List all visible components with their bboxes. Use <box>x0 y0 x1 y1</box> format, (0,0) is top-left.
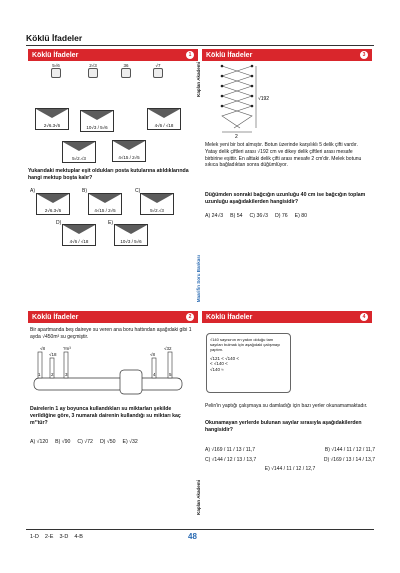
svg-text:1: 1 <box>38 372 41 377</box>
panel-title: Köklü İfadeler <box>206 313 253 321</box>
option-b[interactable]: B) <box>82 188 87 194</box>
question-text: Okunamayan yerlerde bulunan sayılar sırasıyla aşağıdakilerden hangisidir? <box>205 420 362 434</box>
svg-text:3: 3 <box>65 372 68 377</box>
option-c[interactable]: C) 36√3 <box>249 213 268 219</box>
option-c[interactable]: C) √144 / 12 / 13 / 13,7 <box>205 456 257 463</box>
height-label: √192 <box>258 96 270 102</box>
question-panel-1 <box>28 49 198 61</box>
svg-text:√8: √8 <box>150 352 155 357</box>
svg-text:?m³: ?m³ <box>63 346 71 351</box>
question-panel-3 <box>202 49 372 61</box>
page-header-title: Köklü İfadeler <box>26 33 83 43</box>
mailbox: 2√3 <box>85 63 101 78</box>
option-e-envelope[interactable]: 10√3 / 5√6 <box>114 224 148 246</box>
option-a[interactable]: A) √169 / 11 / 13 / 11,7 <box>205 447 256 453</box>
option-c-envelope[interactable]: 5√2.√3 <box>140 193 174 215</box>
question-panel-4 <box>202 311 372 323</box>
mailbox: √7 <box>150 63 166 78</box>
options-list <box>205 446 375 475</box>
option-b[interactable]: B) 54 <box>230 213 243 219</box>
options-row <box>30 439 200 445</box>
panel-title: Köklü İfadeler <box>206 51 253 59</box>
question-text: Yukarıdaki mektuplar eşit oldukları posta kutularına atıldıklarında hangi mektup boşta kalır? <box>28 168 189 182</box>
svg-text:√8: √8 <box>40 346 45 351</box>
note-card: √140 sayısının en yakın olduğu tam sayıları bulmak için aşağıdaki çalışmayı yaptım. √121 < √140 < < √140 < √140 ≈ <box>206 333 291 393</box>
option-d[interactable]: D) 76 <box>274 213 288 219</box>
question-number: 2 <box>186 313 194 321</box>
option-c[interactable]: C) √72 <box>77 439 93 445</box>
page-number: 48 <box>188 532 197 541</box>
pipe-diagram <box>30 344 190 402</box>
question-text: Düğümden sonraki bağcığın uzunluğu 40 cm ise bağcığın toplam uzunluğu aşağıdakilerden hangisidir? <box>205 192 366 206</box>
question-body: Melek yeni bir bot almıştır. Botun üzerinde karşılıklı 5 delik çifti vardır. Yatay delik çiftleri arası √192 cm ve dikey delik çiftleri arası mesafe birbirine eşittir. En alttaki delik çifti arası mesafe 2 cm'dir. Melek botunu sıkıca bağladıktan sonra düğümlüyor. <box>205 142 362 169</box>
svg-text:5: 5 <box>169 372 172 377</box>
question-body: Pelin'in yaptığı çalışmaya su damladığı için bazı yerler okunamamaktadır. <box>205 403 368 409</box>
option-c[interactable]: C) <box>135 188 141 194</box>
mailbox: 36 <box>118 63 134 78</box>
option-a[interactable]: A) 24√3 <box>205 213 224 219</box>
option-b-envelope[interactable]: 4√15 / 2√5 <box>88 193 122 215</box>
svg-text:√32: √32 <box>164 346 172 351</box>
mailbox: 5√6 <box>48 63 64 78</box>
option-b[interactable]: B) √144 / 11 / 12 / 11,7 <box>324 447 375 453</box>
svg-text:2: 2 <box>51 372 54 377</box>
option-e[interactable]: E) <box>108 220 113 226</box>
width-label: 2 <box>235 134 238 138</box>
option-e[interactable]: E) √144 / 11 / 12 / 12,7 <box>264 466 316 472</box>
question-body: Bir apartmanda beş daireye su veren ana boru hattından aşağıdaki gibi 1 ayda √450m³ su geçmiştir. <box>30 327 192 340</box>
option-d[interactable]: D) √50 <box>99 439 116 445</box>
shoelace-diagram <box>212 64 292 138</box>
letter-envelope: 10√3 / 5√6 <box>80 110 114 132</box>
option-e[interactable]: E) √32 <box>122 439 138 445</box>
option-d-envelope[interactable]: 4√6 / √18 <box>62 224 96 246</box>
svg-text:√18: √18 <box>49 352 57 357</box>
svg-text:4: 4 <box>153 372 156 377</box>
options-row <box>205 213 375 219</box>
letter-envelope: 2√6.3√6 <box>35 108 69 130</box>
question-number: 1 <box>186 51 194 59</box>
option-a-envelope[interactable]: 2√6.3√6 <box>36 193 70 215</box>
letter-envelope: 5√2.√3 <box>62 141 96 163</box>
header-rule <box>26 45 374 46</box>
question-panel-2 <box>28 311 198 323</box>
option-d[interactable]: D) <box>56 220 62 226</box>
option-b[interactable]: B) √90 <box>55 439 71 445</box>
option-a[interactable]: A) <box>30 188 35 194</box>
option-d[interactable]: D) √169 / 13 / 14 / 13,7 <box>323 456 375 463</box>
question-number: 3 <box>360 51 368 59</box>
side-label: Kaplan Akademi <box>196 480 201 515</box>
footer-rule <box>26 529 374 530</box>
question-text: Dairelerin 1 ay boyunca kullandıkları su miktarları şekilde verildiğine göre, 3 numaralı dairenin kullandığı su miktarı kaç m³'tür? <box>30 406 181 427</box>
answer-key: 1-D 2-E 3-D 4-B <box>30 534 83 540</box>
question-number: 4 <box>360 313 368 321</box>
side-label: Kaplan Akademi <box>196 62 201 97</box>
option-e[interactable]: E) 80 <box>294 213 308 219</box>
letter-envelope: 4√6 / √18 <box>147 108 181 130</box>
side-label: Maarifin Soru Bankası <box>196 255 201 303</box>
panel-title: Köklü İfadeler <box>32 313 79 321</box>
letter-envelope: 4√15 / 2√5 <box>112 140 146 162</box>
panel-title: Köklü İfadeler <box>32 51 79 59</box>
option-a[interactable]: A) √120 <box>30 439 49 445</box>
